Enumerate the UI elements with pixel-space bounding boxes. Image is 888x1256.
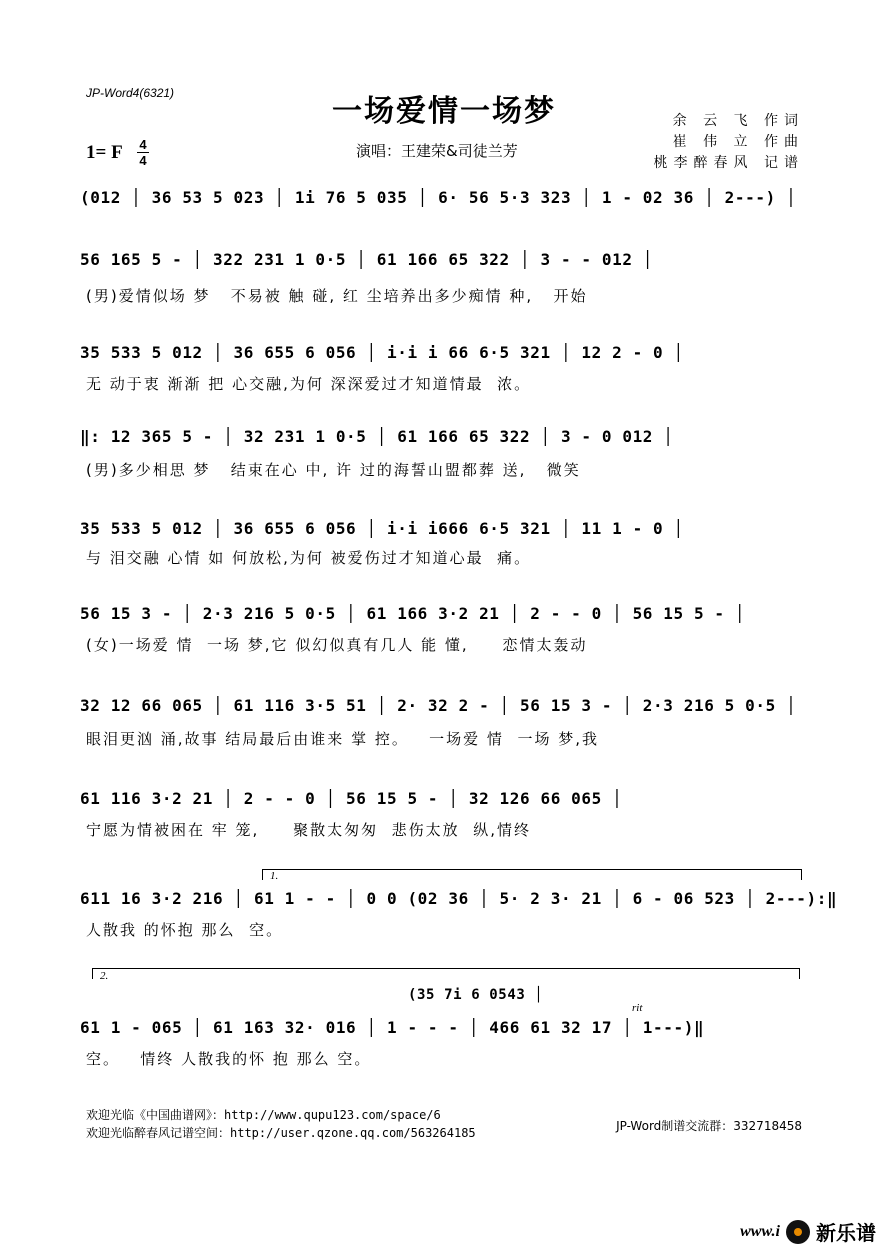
score-line-6-lyric: (女)一场爱 情 一场 梦,它 似幻似真有几人 能 懂, 恋情太轰动: [86, 636, 588, 654]
ritardando-mark: rit: [632, 1002, 643, 1014]
score-line-8-lyric: 宁愿为情被困在 牢 笼, 聚散太匆匆 悲伤太放 纵,情终: [86, 821, 531, 839]
time-signature: [137, 138, 149, 167]
score-line-2-notes: 56 165 5 - │ 322 231 1 0·5 │ 61 166 65 322 │ 3 - - 012 │: [80, 250, 654, 269]
lyricist-credit: 余 云 飞 作词: [672, 113, 804, 129]
meter-top: 4: [139, 137, 147, 152]
score-line-7-lyric: 眼泪更汹 涌,故事 结局最后由谁来 掌 控。 一场爱 情 一场 梦,我: [86, 730, 599, 748]
footer-link-qupu[interactable]: 欢迎光临《中国曲谱网》：http://www.qupu123.com/space/6: [86, 1108, 441, 1122]
composer-credit: 崔 伟 立 作曲: [672, 134, 804, 150]
score-line-4-lyric: (男)多少相思 梦 结束在心 中, 许 过的海誓山盟都葬 送, 微笑: [86, 461, 581, 479]
score-line-5-lyric: 与 泪交融 心情 如 何放松,为何 被爱伤过才知道心最 痛。: [86, 549, 532, 567]
software-version: JP-Word4(6321): [86, 86, 175, 100]
credits: [654, 111, 804, 174]
score-line-4-notes: ‖: 12 365 5 - │ 32 231 1 0·5 │ 61 166 65 322 │ 3 - 0 012 │: [80, 427, 674, 446]
score-line-10-lyric: 空。 情终 人散我的怀 抱 那么 空。: [86, 1050, 372, 1068]
score-line-5-notes: 35 533 5 012 │ 36 655 6 056 │ i·i i666 6·5 321 │ 11 1 - 0 │: [80, 519, 684, 538]
song-title: 一场爱情一场梦: [332, 94, 556, 129]
transcriber-credit: 桃李醉春风 记谱: [653, 155, 804, 171]
footer-link-qzone[interactable]: 欢迎光临醉春风记谱空间：http://user.qzone.qq.com/563264185: [86, 1126, 476, 1140]
score-line-7-notes: 32 12 66 065 │ 61 116 3·5 51 │ 2· 32 2 - │ 56 15 3 - │ 2·3 216 5 0·5 │: [80, 696, 797, 715]
watermark-brand: 新乐谱: [816, 1221, 876, 1245]
meter-bottom: 4: [139, 153, 147, 168]
singers: 演唱：王建荣&司徒兰芳: [356, 142, 518, 160]
score-line-9-lyric: 人散我 的怀抱 那么 空。: [86, 921, 284, 939]
footer-group: JP-Word制谱交流群：332718458: [616, 1119, 802, 1133]
score-line-6-notes: 56 15 3 - │ 2·3 216 5 0·5 │ 61 166 3·2 21 │ 2 - - 0 │ 56 15 5 - │: [80, 604, 746, 623]
score-line-3-lyric: 无 动于衷 渐渐 把 心交融,为何 深深爱过才知道情最 浓。: [86, 375, 532, 393]
key-signature: 1= F: [86, 142, 123, 163]
coda-prefix: (35 7i 6 0543 │: [408, 987, 544, 1003]
disc-logo-icon: [786, 1220, 810, 1244]
score-line-2-lyric: (男)爱情似场 梦 不易被 触 碰, 红 尘培养出多少痴情 种, 开始: [86, 287, 588, 305]
score-line-9-notes: 611 16 3·2 216 │ 61 1 - - │ 0 0 (02 36 │ 5· 2 3· 21 │ 6 - 06 523 │ 2---):‖: [80, 889, 838, 908]
volta-2-bracket: [92, 968, 800, 979]
score-line-1-notes: (012 │ 36 53 5 023 │ 1i 76 5 035 │ 6· 56 5·3 323 │ 1 - 02 36 │ 2---) │: [80, 188, 797, 207]
score-line-8-notes: 61 116 3·2 21 │ 2 - - 0 │ 56 15 5 - │ 32 126 66 065 │: [80, 789, 623, 808]
score-line-3-notes: 35 533 5 012 │ 36 655 6 056 │ i·i i 66 6·5 321 │ 12 2 - 0 │: [80, 343, 684, 362]
footer-links: [86, 1106, 476, 1142]
watermark-url: www.i: [740, 1222, 780, 1240]
score-line-10-notes: 61 1 - 065 │ 61 163 32· 016 │ 1 - - - │ 466 61 32 17 │ 1---)‖: [80, 1018, 705, 1037]
volta-2-label: 2.: [100, 970, 109, 982]
volta-1-bracket: [262, 869, 802, 880]
volta-1-label: 1.: [270, 870, 279, 882]
watermark: [740, 1217, 876, 1246]
